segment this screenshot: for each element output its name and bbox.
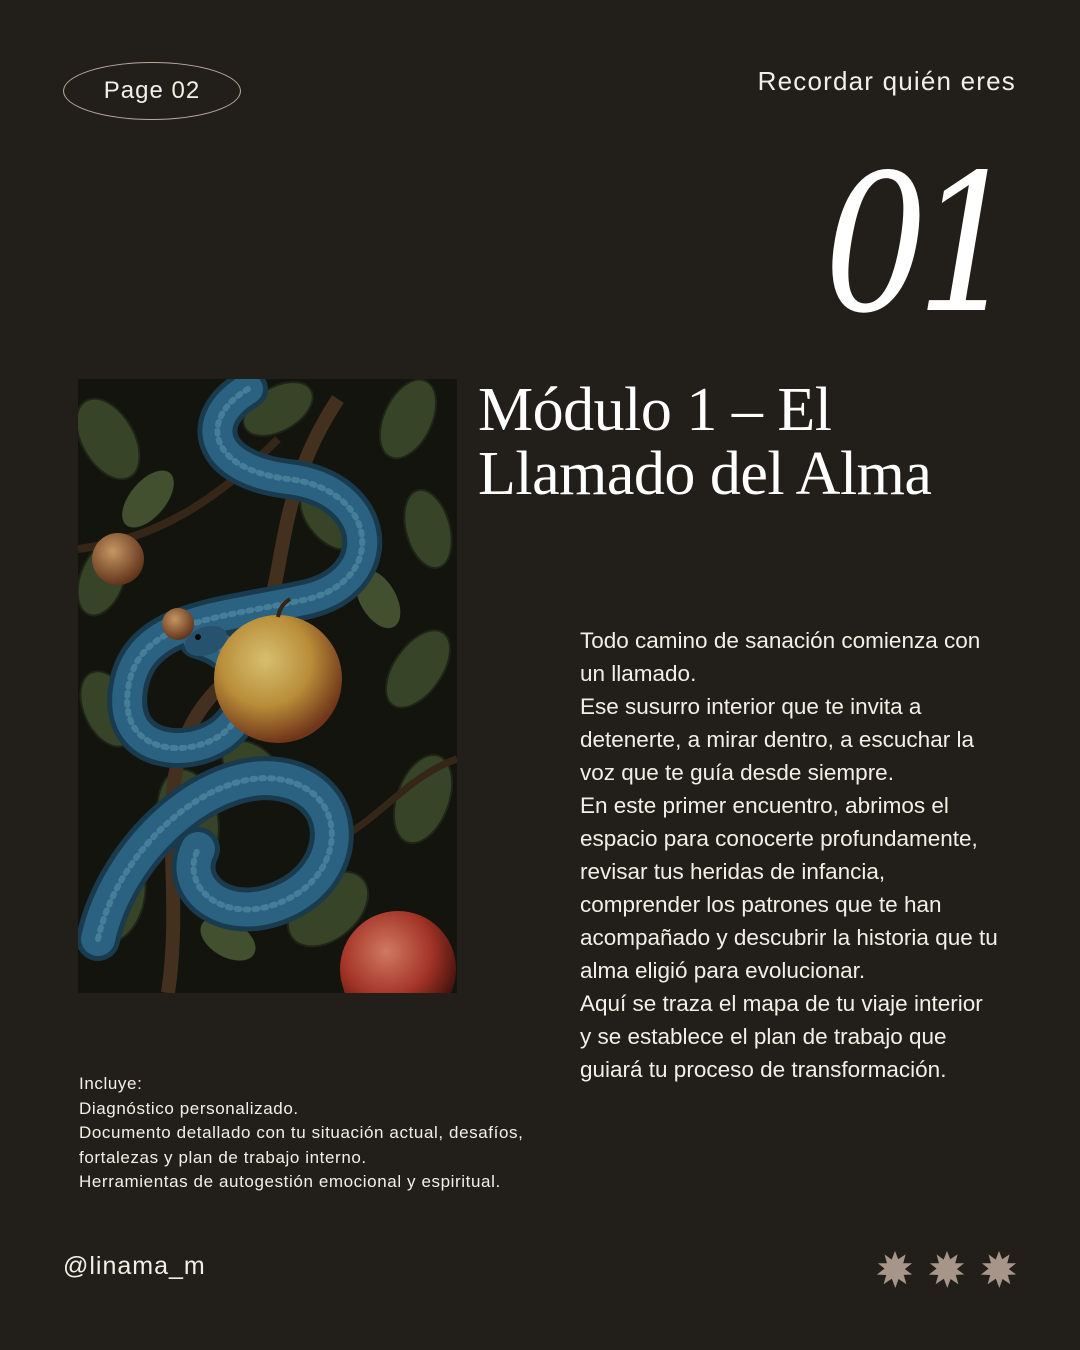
module-title [478,378,1038,506]
page-label: Page 02 [103,77,201,104]
includes-item: Diagnóstico personalizado. [79,1098,299,1118]
description-paragraph: Ese susurro interior que te invita a detenerte, a mirar dentro, a escuchar la voz que te guía desde siempre. [580,694,974,785]
page-label-badge [63,62,241,120]
series-title: Recordar quién eres [757,66,1016,96]
description-paragraph: Todo camino de sanación comienza con un llamado. [580,628,981,686]
includes-item: Herramientas de autogestión emocional y espiritual. [79,1172,501,1192]
star-icon [876,1250,914,1288]
module-description [580,624,1000,1086]
module-title-line-1: Módulo 1 – El [478,376,832,444]
module-number: 01 [824,134,1008,355]
description-paragraph: En este primer encuentro, abrimos el espacio para conocerte profundamente, revisar tus heridas de infancia, comprender los patrones que te han acompañado y descubrir la historia que tu alma eligió para evolucionar. [580,793,998,983]
includes-heading: Incluye: [79,1074,143,1093]
decorative-stars [876,1250,1018,1288]
star-icon [980,1250,1018,1288]
includes-list [79,1072,549,1195]
includes-item: Documento detallado con tu situación actual, desafíos, fortalezas y plan de trabajo interno. [79,1123,524,1167]
painting-illustration [78,379,457,993]
description-paragraph: Aquí se traza el mapa de tu viaje interior y se establece el plan de trabajo que guiará tu proceso de transformación. [580,991,983,1082]
module-title-line-2: Llamado del Alma [478,440,932,508]
social-handle: @linama_m [63,1252,206,1280]
snake-apple-painting [78,379,457,993]
star-icon [928,1250,966,1288]
